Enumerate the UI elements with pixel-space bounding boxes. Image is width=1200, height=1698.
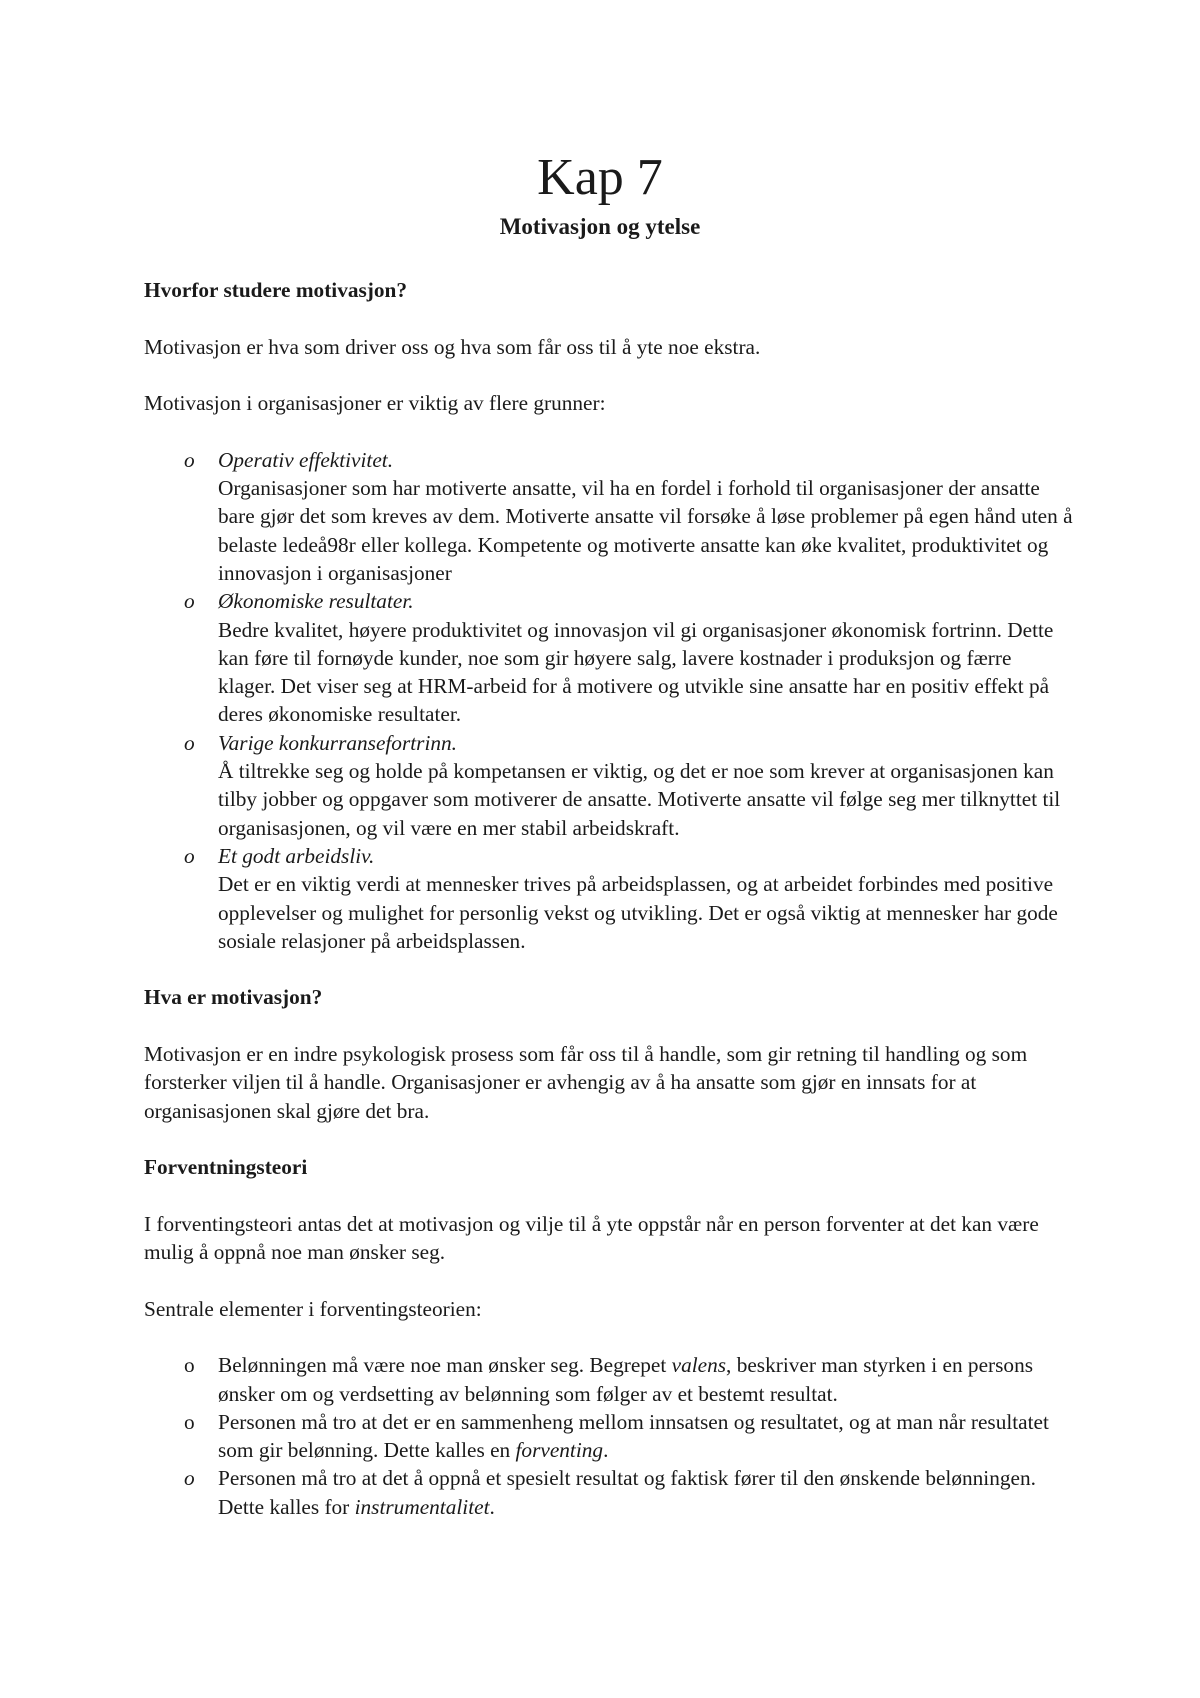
list-item-term: Operativ effektivitet. <box>218 447 394 472</box>
section-heading-expectancy-theory: Forventningsteori <box>144 1155 308 1180</box>
reasons-list <box>144 446 1074 955</box>
page-title: Kap 7 <box>537 149 663 206</box>
list-item-term: valens <box>671 1353 727 1378</box>
list-item-text: , beskriver man styrken i en persons ønsker om og verdsetting av belønning som følger av et bestemt resultat. <box>218 1353 1034 1406</box>
paragraph-elements-intro: Sentrale elementer i forventingsteorien: <box>144 1296 482 1321</box>
list-item-text: Personen må tro at det er en sammenheng mellom innsatsen og resultatet, og at man når resultatet som gir belønning. Dette kalles en <box>218 1409 1049 1463</box>
list-item <box>144 1351 1074 1408</box>
bullet-o-icon: o <box>184 1466 195 1491</box>
list-item-text: Belønningen må være noe man ønsker seg. Begrepet <box>218 1353 672 1378</box>
paragraph-motivation-definition: Motivasjon er hva som driver oss og hva som får oss til å yte noe ekstra. <box>144 334 761 359</box>
list-item-text: . <box>489 1494 495 1519</box>
list-item-text: . <box>603 1438 609 1463</box>
bullet-o-icon: o <box>184 447 195 472</box>
list-item <box>144 1408 1074 1465</box>
bullet-o-icon: o <box>184 1409 195 1434</box>
section-heading-what-is-motivation: Hva er motivasjon? <box>144 985 323 1010</box>
paragraph-expectancy-intro: I forventingsteori antas det at motivasjon og vilje til å yte oppstår når en person forventer at det kan være mulig å oppnå noe man ønsker seg. <box>144 1211 1039 1265</box>
list-item-term: Økonomiske resultater. <box>218 589 414 614</box>
list-item <box>144 587 1074 728</box>
list-item-text: Personen må tro at det å oppnå et spesielt resultat og faktisk fører til den ønskende belønningen. Dette kalles for <box>218 1466 1036 1519</box>
list-item-term: Et godt arbeidsliv. <box>218 843 375 868</box>
list-item <box>144 446 1074 587</box>
page-subtitle: Motivasjon og ytelse <box>499 214 701 239</box>
list-item-text: Å tiltrekke seg og holde på kompetansen er viktig, og det er noe som krever at organisasjonen kan tilby jobber og oppgaver som motiverer de ansatte. Motiverte ansatte vil følge seg mer tilknyttet til organisasjonen, og vil være en mer stabil arbeidskraft. <box>218 759 1061 840</box>
list-item-text: Det er en viktig verdi at mennesker trives på arbeidsplassen, og at arbeidet forbindes med positive opplevelser og mulighet for personlig vekst og utvikling. Det er også viktig at mennesker har gode sosiale relasjoner på arbeidsplassen. <box>218 872 1058 953</box>
list-item-term: forventing <box>515 1438 604 1463</box>
bullet-o-icon: o <box>184 1353 195 1378</box>
paragraph-reasons-intro: Motivasjon i organisasjoner er viktig av flere grunner: <box>144 391 606 416</box>
bullet-o-icon: o <box>184 589 195 614</box>
bullet-o-icon: o <box>184 730 195 755</box>
bullet-o-icon: o <box>184 843 195 868</box>
section-heading-why-study: Hvorfor studere motivasjon? <box>144 278 408 302</box>
elements-list <box>144 1351 1074 1521</box>
list-item <box>144 1464 1074 1521</box>
list-item-text: Organisasjoner som har motiverte ansatte, vil ha en fordel i forhold til organisasjoner der ansatte bare gjør det som kreves av dem. Motiverte ansatte vil forsøke å løse problemer på egen hånd uten å belaste ledeå98r eller kollega. Kompetente og motiverte ansatte kan øke kvalitet, produktivitet og innovasjon i organisasjoner <box>218 476 1073 585</box>
document-body <box>144 276 1074 1521</box>
paragraph-motivation-process: Motivasjon er en indre psykologisk prosess som får oss til å handle, som gir retning til handling og som forsterker viljen til å handle. Organisasjoner er avhengig av å ha ansatte som gjør en innsats for at organisasjonen skal gjøre det bra. <box>144 1042 1028 1123</box>
list-item-term: Varige konkurransefortrinn. <box>218 730 457 755</box>
list-item <box>144 842 1074 955</box>
list-item-term: instrumentalitet <box>354 1494 490 1519</box>
list-item-text: Bedre kvalitet, høyere produktivitet og innovasjon vil gi organisasjoner økonomisk fortrinn. Dette kan føre til fornøyde kunder, noe som gir høyere salg, lavere kostnader i produksjon og færre klager. Det viser seg at HRM-arbeid for å motivere og utvikle sine ansatte har en positiv effekt på deres økonomiske resultater. <box>218 617 1054 727</box>
list-item <box>144 729 1074 842</box>
